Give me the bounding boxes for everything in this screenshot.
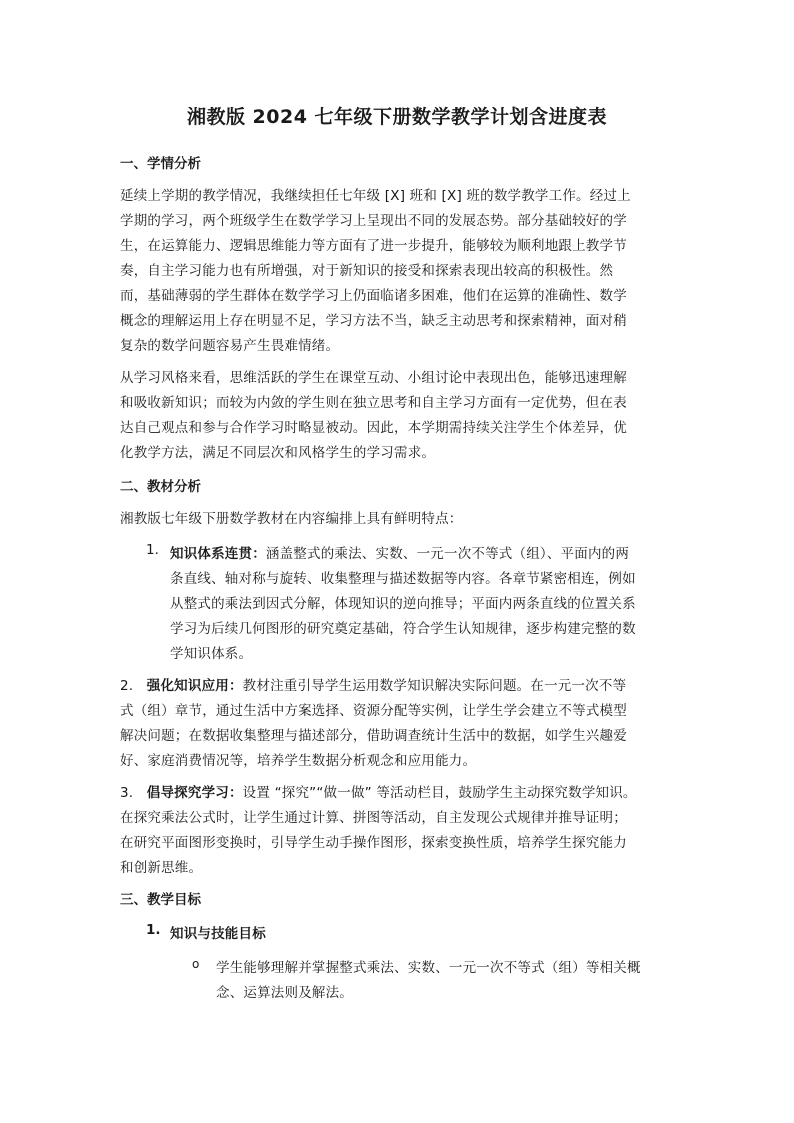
text-line: 解决问题；在数据收集整理与描述部分，借助调查统计生活中的数据，如学生兴趣爱 [120, 728, 627, 744]
text-line: 学习为后续几何图形的研究奠定基础，符合学生认知规律，逐步构建完整的数 [170, 621, 636, 637]
text-line: 概念的理解运用上存在明显不足，学习方法不当，缺乏主动思考和探索精神，面对稍 [120, 313, 627, 329]
text-line: 奏，自主学习能力也有所增强，对于新知识的接受和探索表现出较高的积极性。然 [120, 263, 614, 279]
section-heading-2: 二、教材分析 [120, 479, 201, 495]
list-number: 3. [120, 785, 134, 801]
section-heading-1: 一、学情分析 [120, 156, 201, 172]
list-item-line [170, 542, 629, 562]
text-line: 和吸收新知识；而较为内敛的学生则在独立思考和自主学习方面有一定优势，但在表 [120, 395, 627, 411]
text-line: 念、运算法则及解法。 [216, 985, 353, 1001]
text-line: 学生能够理解并掌握整式乘法、实数、一元一次不等式（组）等相关概 [216, 960, 641, 976]
text-line: 条直线、轴对称与旋转、收集整理与描述数据等内容。各章节紧密相连，例如 [170, 571, 636, 587]
section-heading-3: 三、教学目标 [120, 892, 201, 908]
text-line: 从整式的乘法到因式分解，体现知识的逆向推导；平面内两条直线的位置关系 [170, 596, 636, 612]
text-line: 学知识体系。 [170, 646, 253, 662]
text-line: 生，在运算能力、逻辑思维能力等方面有了进一步提升，能够较为顺利地跟上教学节 [120, 238, 627, 254]
section-intro: 湘教版七年级下册数学教材在内容编排上具有鲜明特点： [120, 511, 463, 527]
list-item-label: 强化知识应用： [146, 678, 243, 694]
text-line: 教材注重引导学生运用数学知识解决实际问题。在一元一次不等 [242, 678, 627, 694]
text-line: 复杂的数学问题容易产生畏难情绪。 [120, 338, 340, 354]
text-line: 涵盖整式的乘法、实数、一元一次不等式（组）、平面内的两 [265, 546, 630, 562]
bullet-marker: o [192, 957, 200, 971]
list-number: 1. [146, 542, 159, 558]
text-line: 好、家庭消费情况等，培养学生数据分析观念和应用能力。 [120, 753, 477, 769]
text-line: 和创新思维。 [120, 860, 203, 876]
text-line: 式（组）章节，通过生活中方案选择、资源分配等实例，让学生学会建立不等式模型 [120, 703, 627, 719]
list-item-label: 知识体系连贯： [170, 546, 266, 562]
list-item-label: 倡导探究学习： [146, 785, 243, 801]
text-line: 学期的学习，两个班级学生在数学学习上呈现出不同的发展态势。部分基础较好的学 [120, 213, 627, 229]
text-line: 在探究乘法公式时，让学生通过计算、拼图等活动，自主发现公式规律并推导证明； [120, 810, 627, 826]
text-line: 而，基础薄弱的学生群体在数学学习上仍面临诸多困难，他们在运算的准确性、数学 [120, 288, 627, 304]
text-line: 延续上学期的教学情况，我继续担任七年级 [X] 班和 [X] 班的数学教学工作。经过上 [120, 188, 631, 204]
list-item-line [120, 781, 637, 801]
text-line: 化教学方法，满足不同层次和风格学生的学习需求。 [120, 445, 436, 461]
list-number: 2. [120, 678, 134, 694]
list-number: 1. [146, 922, 161, 938]
text-line: 在研究平面图形变换时，引导学生动手操作图形，探索变换性质，培养学生探究能力 [120, 835, 627, 851]
sub-heading-label: 知识与技能目标 [170, 926, 266, 942]
document-title: 湘教版 2024 七年级下册数学教学计划含进度表 [186, 106, 608, 128]
text-line: 从学习风格来看，思维活跃的学生在课堂互动、小组讨论中表现出色，能够迅速理解 [120, 370, 627, 386]
list-item-line [120, 674, 626, 694]
text-line: 达自己观点和参与合作学习时略显被动。因此，本学期需持续关注学生个体差异，优 [120, 420, 627, 436]
text-line: 设置 “探究”“做一做” 等活动栏目，鼓励学生主动探究数学知识。 [242, 785, 637, 801]
